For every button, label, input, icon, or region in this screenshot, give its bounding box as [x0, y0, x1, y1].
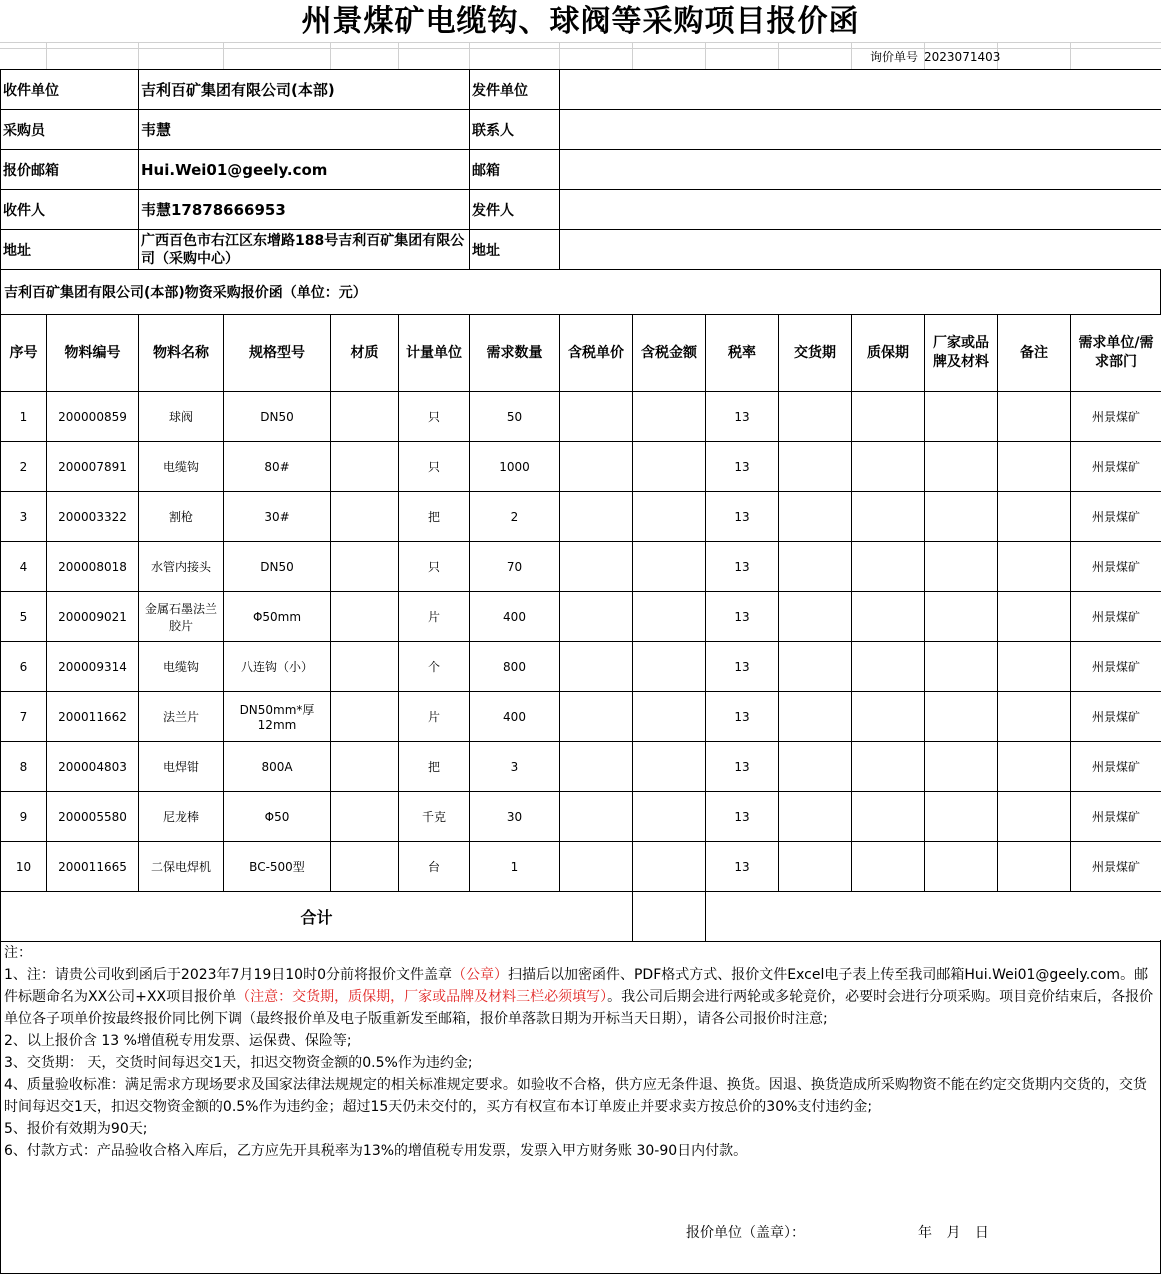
- table-row: [1, 692, 1161, 742]
- cell-delivery[interactable]: [779, 492, 852, 542]
- cell-quantity: 1: [470, 842, 560, 892]
- cell-index: 3: [1, 492, 47, 542]
- cell-delivery[interactable]: [779, 392, 852, 442]
- info-value[interactable]: [560, 190, 1161, 230]
- cell-tax-rate: 13: [706, 392, 779, 442]
- col-header-quantity: 需求数量: [470, 315, 560, 392]
- cell-warranty[interactable]: [852, 492, 925, 542]
- cell-unit: 台: [399, 842, 470, 892]
- cell-material-name: 割枪: [139, 492, 224, 542]
- cell-remark[interactable]: [998, 792, 1071, 842]
- cell-material-code: 200003322: [47, 492, 139, 542]
- note-1-a: 1、注：请贵公司收到函后于2023年7月19日10时0分前将报价文件盖章: [4, 967, 452, 983]
- cell-material: [331, 392, 399, 442]
- info-row: [1, 150, 1161, 190]
- info-label: 收件人: [1, 190, 139, 230]
- gridline: [851, 42, 852, 69]
- cell-dept: 州景煤矿: [1071, 442, 1161, 492]
- cell-brand[interactable]: [925, 492, 998, 542]
- cell-warranty[interactable]: [852, 542, 925, 592]
- gridline: [632, 42, 633, 69]
- cell-spec: DN50mm*厚12mm: [224, 692, 331, 742]
- gridline: [0, 42, 1161, 43]
- cell-index: 10: [1, 842, 47, 892]
- cell-material-name: 电缆钩: [139, 642, 224, 692]
- cell-dept: 州景煤矿: [1071, 792, 1161, 842]
- cell-spec: DN50: [224, 542, 331, 592]
- cell-material-code: 200009021: [47, 592, 139, 642]
- gridline: [398, 42, 399, 69]
- cell-index: 2: [1, 442, 47, 492]
- cell-warranty[interactable]: [852, 792, 925, 842]
- cell-material-code: 200004803: [47, 742, 139, 792]
- cell-index: 9: [1, 792, 47, 842]
- cell-dept: 州景煤矿: [1071, 392, 1161, 442]
- cell-material-name: 水管内接头: [139, 542, 224, 592]
- cell-unit-price[interactable]: [560, 542, 633, 592]
- cell-spec: DN50: [224, 392, 331, 442]
- cell-unit-price[interactable]: [560, 692, 633, 742]
- cell-dept: 州景煤矿: [1071, 492, 1161, 542]
- info-label: 联系人: [470, 110, 560, 150]
- cell-unit: 片: [399, 592, 470, 642]
- cell-delivery[interactable]: [779, 692, 852, 742]
- note-1-red-warning: （注意：交货期，质保期，厂家或品牌及材料三栏必须填写）: [236, 989, 608, 1005]
- cell-unit: 片: [399, 692, 470, 742]
- inquiry-label: 询价单号: [870, 50, 919, 64]
- note-1-b: 扫描后以加密函件、PDF格式方式、报价文件Excel电子表上传至我司邮箱Hui.Wei01@geely.com。邮件标题命名为XX公司+XX项目报价单: [4, 967, 1149, 1005]
- note-6: 6、付款方式：产品验收合格入库后，乙方应先开具税率为13%的增值税专用发票，发票入甲方财务账 30-90日内付款。: [4, 1143, 748, 1159]
- cell-warranty[interactable]: [852, 742, 925, 792]
- cell-spec: 800A: [224, 742, 331, 792]
- info-value[interactable]: 韦慧: [139, 110, 470, 150]
- table-row: [1, 392, 1161, 442]
- cell-material-code: 200011662: [47, 692, 139, 742]
- cell-unit: 只: [399, 542, 470, 592]
- col-header-amount: 含税金额: [633, 315, 706, 392]
- inquiry-value: 2023071403: [924, 50, 1001, 64]
- cell-tax-rate: 13: [706, 692, 779, 742]
- cell-spec: 30#: [224, 492, 331, 542]
- cell-quantity: 3: [470, 742, 560, 792]
- total-label: 合计: [1, 892, 633, 942]
- note-1-red-seal: （公章）: [451, 967, 508, 983]
- info-value[interactable]: [560, 150, 1161, 190]
- gridline: [469, 42, 470, 69]
- table-row: [1, 442, 1161, 492]
- cell-quantity: 1000: [470, 442, 560, 492]
- cell-dept: 州景煤矿: [1071, 542, 1161, 592]
- cell-delivery[interactable]: [779, 542, 852, 592]
- note-3: 3、交货期： 天，交货时间每迟交1天，扣迟交物资金额的0.5%作为违约金;: [4, 1055, 473, 1071]
- note-5: 5、报价有效期为90天;: [4, 1121, 148, 1137]
- col-header-tax-rate: 税率: [706, 315, 779, 392]
- table-row: [1, 792, 1161, 842]
- cell-material: [331, 542, 399, 592]
- cell-unit-price[interactable]: [560, 392, 633, 442]
- col-header-dept: 需求单位/需求部门: [1071, 315, 1161, 392]
- cell-material: [331, 492, 399, 542]
- cell-material: [331, 592, 399, 642]
- notes-head: 注：: [4, 945, 32, 961]
- cell-delivery[interactable]: [779, 792, 852, 842]
- total-amount[interactable]: [633, 892, 706, 942]
- cell-material-name: 球阀: [139, 392, 224, 442]
- cell-material-name: 电焊钳: [139, 742, 224, 792]
- cell-material-code: 200009314: [47, 642, 139, 692]
- cell-unit-price[interactable]: [560, 742, 633, 792]
- cell-quantity: 800: [470, 642, 560, 692]
- date-label: 年 月 日: [918, 1225, 989, 1241]
- info-label: 邮箱: [470, 150, 560, 190]
- cell-warranty[interactable]: [852, 692, 925, 742]
- cell-quantity: 50: [470, 392, 560, 442]
- cell-material-code: 200007891: [47, 442, 139, 492]
- cell-amount[interactable]: [633, 842, 706, 892]
- cell-material: [331, 792, 399, 842]
- cell-tax-rate: 13: [706, 542, 779, 592]
- info-row: [1, 70, 1161, 110]
- cell-index: 7: [1, 692, 47, 742]
- gridline: [223, 42, 224, 69]
- cell-remark[interactable]: [998, 842, 1071, 892]
- cell-brand[interactable]: [925, 442, 998, 492]
- col-header-delivery: 交货期: [779, 315, 852, 392]
- cell-unit-price[interactable]: [560, 642, 633, 692]
- cell-spec: 80#: [224, 442, 331, 492]
- cell-quantity: 400: [470, 692, 560, 742]
- info-label: 收件单位: [1, 70, 139, 110]
- col-header-remark: 备注: [998, 315, 1071, 392]
- cell-warranty[interactable]: [852, 442, 925, 492]
- cell-spec: BC-500型: [224, 842, 331, 892]
- cell-material: [331, 692, 399, 742]
- cell-delivery[interactable]: [779, 642, 852, 692]
- cell-brand[interactable]: [925, 692, 998, 742]
- note-2: 2、以上报价含 13 %增值税专用发票、运保费、保险等;: [4, 1033, 352, 1049]
- col-header-unit-price: 含税单价: [560, 315, 633, 392]
- cell-unit-price[interactable]: [560, 492, 633, 542]
- cell-unit: 把: [399, 492, 470, 542]
- cell-warranty[interactable]: [852, 642, 925, 692]
- cell-unit-price[interactable]: [560, 842, 633, 892]
- info-value[interactable]: 韦慧17878666953: [139, 190, 470, 230]
- note-1: [4, 964, 1157, 1030]
- cell-amount[interactable]: [633, 692, 706, 742]
- items-table: [0, 314, 1161, 942]
- info-value[interactable]: [560, 70, 1161, 110]
- info-value[interactable]: 广西百色市右江区东增路188号吉利百矿集团有限公司（采购中心）: [139, 230, 470, 270]
- gridline: [705, 42, 706, 69]
- table-row: [1, 542, 1161, 592]
- cell-unit-price[interactable]: [560, 592, 633, 642]
- cell-brand[interactable]: [925, 592, 998, 642]
- cell-brand[interactable]: [925, 792, 998, 842]
- cell-unit: 个: [399, 642, 470, 692]
- gridline: [46, 42, 47, 69]
- cell-brand[interactable]: [925, 642, 998, 692]
- cell-brand[interactable]: [925, 542, 998, 592]
- cell-index: 6: [1, 642, 47, 692]
- info-label: 发件单位: [470, 70, 560, 110]
- cell-material-name: 电缆钩: [139, 442, 224, 492]
- cell-quantity: 30: [470, 792, 560, 842]
- cell-unit: 把: [399, 742, 470, 792]
- cell-warranty[interactable]: [852, 592, 925, 642]
- cell-amount[interactable]: [633, 792, 706, 842]
- cell-dept: 州景煤矿: [1071, 592, 1161, 642]
- gridline: [559, 42, 560, 69]
- note-1-c: 。我公司后期会进行两轮或多轮竞价，必要时会进行分项采购。项目竞价结束后，各报价单位各子项单价按最终报价同比例下调（最终报价单及电子版重新发至邮箱，报价单落款日期为开标当天日期），请各公司报价时注意;: [4, 989, 1154, 1027]
- cell-material: [331, 642, 399, 692]
- info-row: [1, 110, 1161, 150]
- cell-amount[interactable]: [633, 742, 706, 792]
- info-label: 报价邮箱: [1, 150, 139, 190]
- cell-quantity: 70: [470, 542, 560, 592]
- cell-warranty[interactable]: [852, 842, 925, 892]
- cell-material-code: 200011665: [47, 842, 139, 892]
- cell-remark[interactable]: [998, 592, 1071, 642]
- table-row: [1, 492, 1161, 542]
- cell-material: [331, 842, 399, 892]
- signature-label: 报价单位（盖章）：: [686, 1225, 805, 1241]
- cell-remark[interactable]: [998, 542, 1071, 592]
- cell-tax-rate: 13: [706, 842, 779, 892]
- cell-brand[interactable]: [925, 392, 998, 442]
- cell-amount[interactable]: [633, 542, 706, 592]
- cell-unit: 千克: [399, 792, 470, 842]
- col-header-brand: 厂家或品牌及材料: [925, 315, 998, 392]
- gridline: [1070, 42, 1071, 69]
- table-row: [1, 742, 1161, 792]
- cell-material-code: 200008018: [47, 542, 139, 592]
- cell-quantity: 400: [470, 592, 560, 642]
- cell-tax-rate: 13: [706, 642, 779, 692]
- cell-warranty[interactable]: [852, 392, 925, 442]
- cell-delivery[interactable]: [779, 742, 852, 792]
- gridline: [138, 42, 139, 69]
- cell-remark[interactable]: [998, 642, 1071, 692]
- cell-material-name: 金属石墨法兰胶片: [139, 592, 224, 642]
- cell-delivery[interactable]: [779, 842, 852, 892]
- info-row: [1, 190, 1161, 230]
- cell-material-name: 尼龙棒: [139, 792, 224, 842]
- cell-index: 4: [1, 542, 47, 592]
- cell-unit-price[interactable]: [560, 792, 633, 842]
- info-value[interactable]: 吉利百矿集团有限公司(本部): [139, 70, 470, 110]
- cell-spec: Φ50mm: [224, 592, 331, 642]
- info-label: 发件人: [470, 190, 560, 230]
- info-label: 地址: [470, 230, 560, 270]
- col-header-spec: 规格型号: [224, 315, 331, 392]
- col-header-material: 材质: [331, 315, 399, 392]
- cell-dept: 州景煤矿: [1071, 692, 1161, 742]
- total-rest: [706, 892, 1161, 942]
- inquiry-number: [870, 48, 1006, 65]
- gridline: [330, 42, 331, 69]
- col-header-material-code: 物料编号: [47, 315, 139, 392]
- cell-amount[interactable]: [633, 442, 706, 492]
- info-table: [0, 69, 1161, 270]
- cell-unit-price[interactable]: [560, 442, 633, 492]
- total-row: [1, 892, 1161, 942]
- cell-amount[interactable]: [633, 592, 706, 642]
- cell-amount[interactable]: [633, 392, 706, 442]
- cell-tax-rate: 13: [706, 442, 779, 492]
- col-header-unit: 计量单位: [399, 315, 470, 392]
- cell-remark[interactable]: [998, 442, 1071, 492]
- cell-remark[interactable]: [998, 742, 1071, 792]
- cell-tax-rate: 13: [706, 742, 779, 792]
- cell-delivery[interactable]: [779, 442, 852, 492]
- page-title: 州景煤矿电缆钩、球阀等采购项目报价函: [301, 4, 860, 39]
- cell-material: [331, 442, 399, 492]
- cell-unit: 只: [399, 392, 470, 442]
- cell-material-code: 200005580: [47, 792, 139, 842]
- col-header-index: 序号: [1, 315, 47, 392]
- cell-delivery[interactable]: [779, 592, 852, 642]
- note-4: 4、质量验收标准：满足需求方现场要求及国家法律法规规定的相关标准规定要求。如验收不合格，供方应无条件退、换货。因退、换货造成所采购物资不能在约定交货期内交货的，交货时间每迟交1天，扣迟交物资金额的0.5%作为违约金；超过15天仍未交付的，买方有权宣布本订单废止并要求卖方按总价的30%支付违约金;: [4, 1077, 1147, 1115]
- cell-dept: 州景煤矿: [1071, 842, 1161, 892]
- cell-remark[interactable]: [998, 392, 1071, 442]
- cell-dept: 州景煤矿: [1071, 742, 1161, 792]
- cell-dept: 州景煤矿: [1071, 642, 1161, 692]
- col-header-warranty: 质保期: [852, 315, 925, 392]
- cell-index: 1: [1, 392, 47, 442]
- cell-amount[interactable]: [633, 492, 706, 542]
- gridline: [778, 42, 779, 69]
- cell-remark[interactable]: [998, 492, 1071, 542]
- cell-tax-rate: 13: [706, 592, 779, 642]
- cell-amount[interactable]: [633, 642, 706, 692]
- cell-tax-rate: 13: [706, 492, 779, 542]
- cell-quantity: 2: [470, 492, 560, 542]
- info-row: [1, 230, 1161, 270]
- cell-material: [331, 742, 399, 792]
- cell-spec: 八连钩（小）: [224, 642, 331, 692]
- cell-index: 5: [1, 592, 47, 642]
- info-value[interactable]: [560, 230, 1161, 270]
- col-header-material-name: 物料名称: [139, 315, 224, 392]
- cell-material-name: 二保电焊机: [139, 842, 224, 892]
- cell-brand[interactable]: [925, 842, 998, 892]
- cell-tax-rate: 13: [706, 792, 779, 842]
- table-header-row: [1, 315, 1161, 392]
- table-caption: 吉利百矿集团有限公司(本部)物资采购报价函（单位：元）: [0, 270, 1161, 314]
- info-label: 采购员: [1, 110, 139, 150]
- info-value[interactable]: [560, 110, 1161, 150]
- cell-material-name: 法兰片: [139, 692, 224, 742]
- cell-remark[interactable]: [998, 692, 1071, 742]
- table-row: [1, 842, 1161, 892]
- cell-unit: 只: [399, 442, 470, 492]
- info-label: 地址: [1, 230, 139, 270]
- cell-material-code: 200000859: [47, 392, 139, 442]
- cell-spec: Φ50: [224, 792, 331, 842]
- table-row: [1, 592, 1161, 642]
- info-value[interactable]: Hui.Wei01@geely.com: [139, 150, 470, 190]
- table-row: [1, 642, 1161, 692]
- cell-brand[interactable]: [925, 742, 998, 792]
- cell-index: 8: [1, 742, 47, 792]
